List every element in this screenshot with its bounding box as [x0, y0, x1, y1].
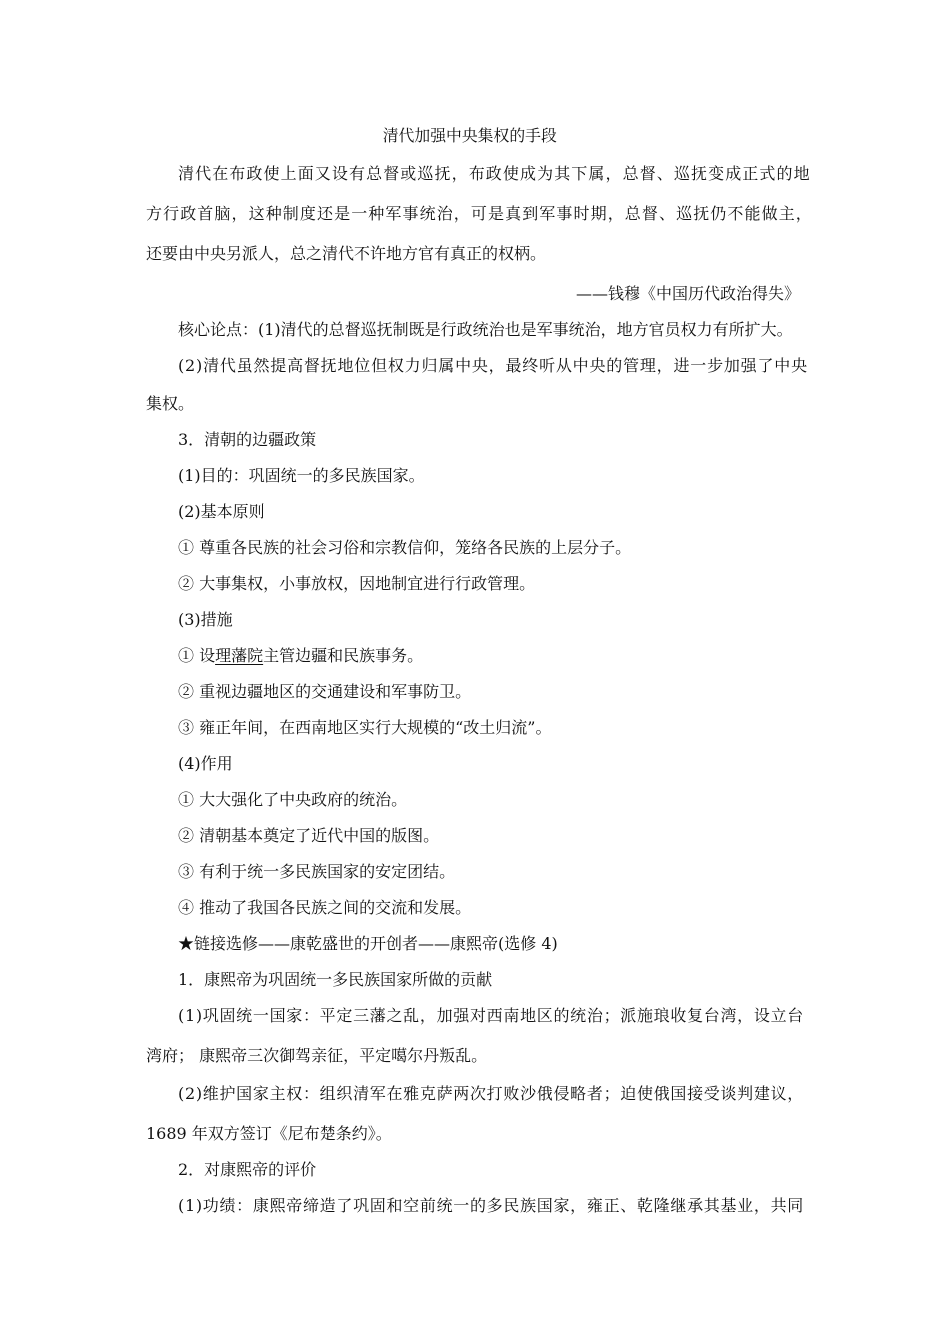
subheading: (2)基本原则 — [178, 502, 265, 521]
paragraph-line: 湾府； 康熙帝三次御驾亲征，平定噶尔丹叛乱。 — [146, 1046, 488, 1065]
underlined-term: 理藩院 — [215, 646, 264, 665]
list-item-text: 主管边疆和民族事务。 — [263, 646, 424, 665]
list-item: ① 大大强化了中央政府的统治。 — [178, 790, 408, 809]
link-heading: ★链接选修——康乾盛世的开创者——康熙帝(选修 4) — [178, 934, 558, 953]
quote-line: 还要由中央另派人，总之清代不许地方官有真正的权柄。 — [146, 244, 547, 263]
list-item — [178, 646, 423, 666]
paragraph-line: 1689 年双方签订《尼布楚条约》。 — [146, 1124, 392, 1143]
quote-line: 方行政首脑，这种制度还是一种军事统治，可是真到军事时期，总督、巡抚仍不能做主， — [146, 204, 813, 223]
paragraph-line: (2)清代虽然提高督抚地位但权力归属中央，最终听从中央的管理，进一步加强了中央 — [178, 356, 808, 375]
paragraph-line: 核心论点：(1)清代的总督巡抚制既是行政统治也是军事统治，地方官员权力有所扩大。 — [178, 320, 793, 339]
section-heading: 2．对康熙帝的评价 — [178, 1160, 317, 1179]
subheading: (4)作用 — [178, 754, 233, 773]
paragraph-line: 集权。 — [146, 394, 195, 413]
list-item: ③ 有利于统一多民族国家的安定团结。 — [178, 862, 456, 881]
quote-line: 清代在布政使上面又设有总督或巡抚，布政使成为其下属，总督、巡抚变成正式的地 — [178, 164, 811, 183]
page-title: 清代加强中央集权的手段 — [382, 126, 557, 145]
subheading: (3)措施 — [178, 610, 233, 629]
paragraph-line: (1)功绩：康熙帝缔造了巩固和空前统一的多民族国家，雍正、乾隆继承其基业，共同 — [178, 1196, 804, 1215]
section-heading: 1．康熙帝为巩固统一多民族国家所做的贡献 — [178, 970, 493, 989]
paragraph-line: (1)巩固统一国家：平定三藩之乱，加强对西南地区的统治；派施琅收复台湾，设立台 — [178, 1006, 804, 1025]
list-item: (1)目的：巩固统一的多民族国家。 — [178, 466, 425, 485]
list-item: ② 清朝基本奠定了近代中国的版图。 — [178, 826, 440, 845]
list-item: ② 大事集权，小事放权，因地制宜进行行政管理。 — [178, 574, 536, 593]
list-item: ④ 推动了我国各民族之间的交流和发展。 — [178, 898, 472, 917]
paragraph-line: (2)维护国家主权：组织清军在雅克萨两次打败沙俄侵略者；迫使俄国接受谈判建议， — [178, 1084, 804, 1103]
quote-attribution: ——钱穆《中国历代政治得失》 — [575, 284, 800, 303]
list-item: ② 重视边疆地区的交通建设和军事防卫。 — [178, 682, 472, 701]
section-heading: 3．清朝的边疆政策 — [178, 430, 317, 449]
list-item: ③ 雍正年间，在西南地区实行大规模的“改土归流”。 — [178, 718, 552, 737]
list-item-text: ① 设 — [178, 646, 216, 665]
list-item: ① 尊重各民族的社会习俗和宗教信仰，笼络各民族的上层分子。 — [178, 538, 632, 557]
